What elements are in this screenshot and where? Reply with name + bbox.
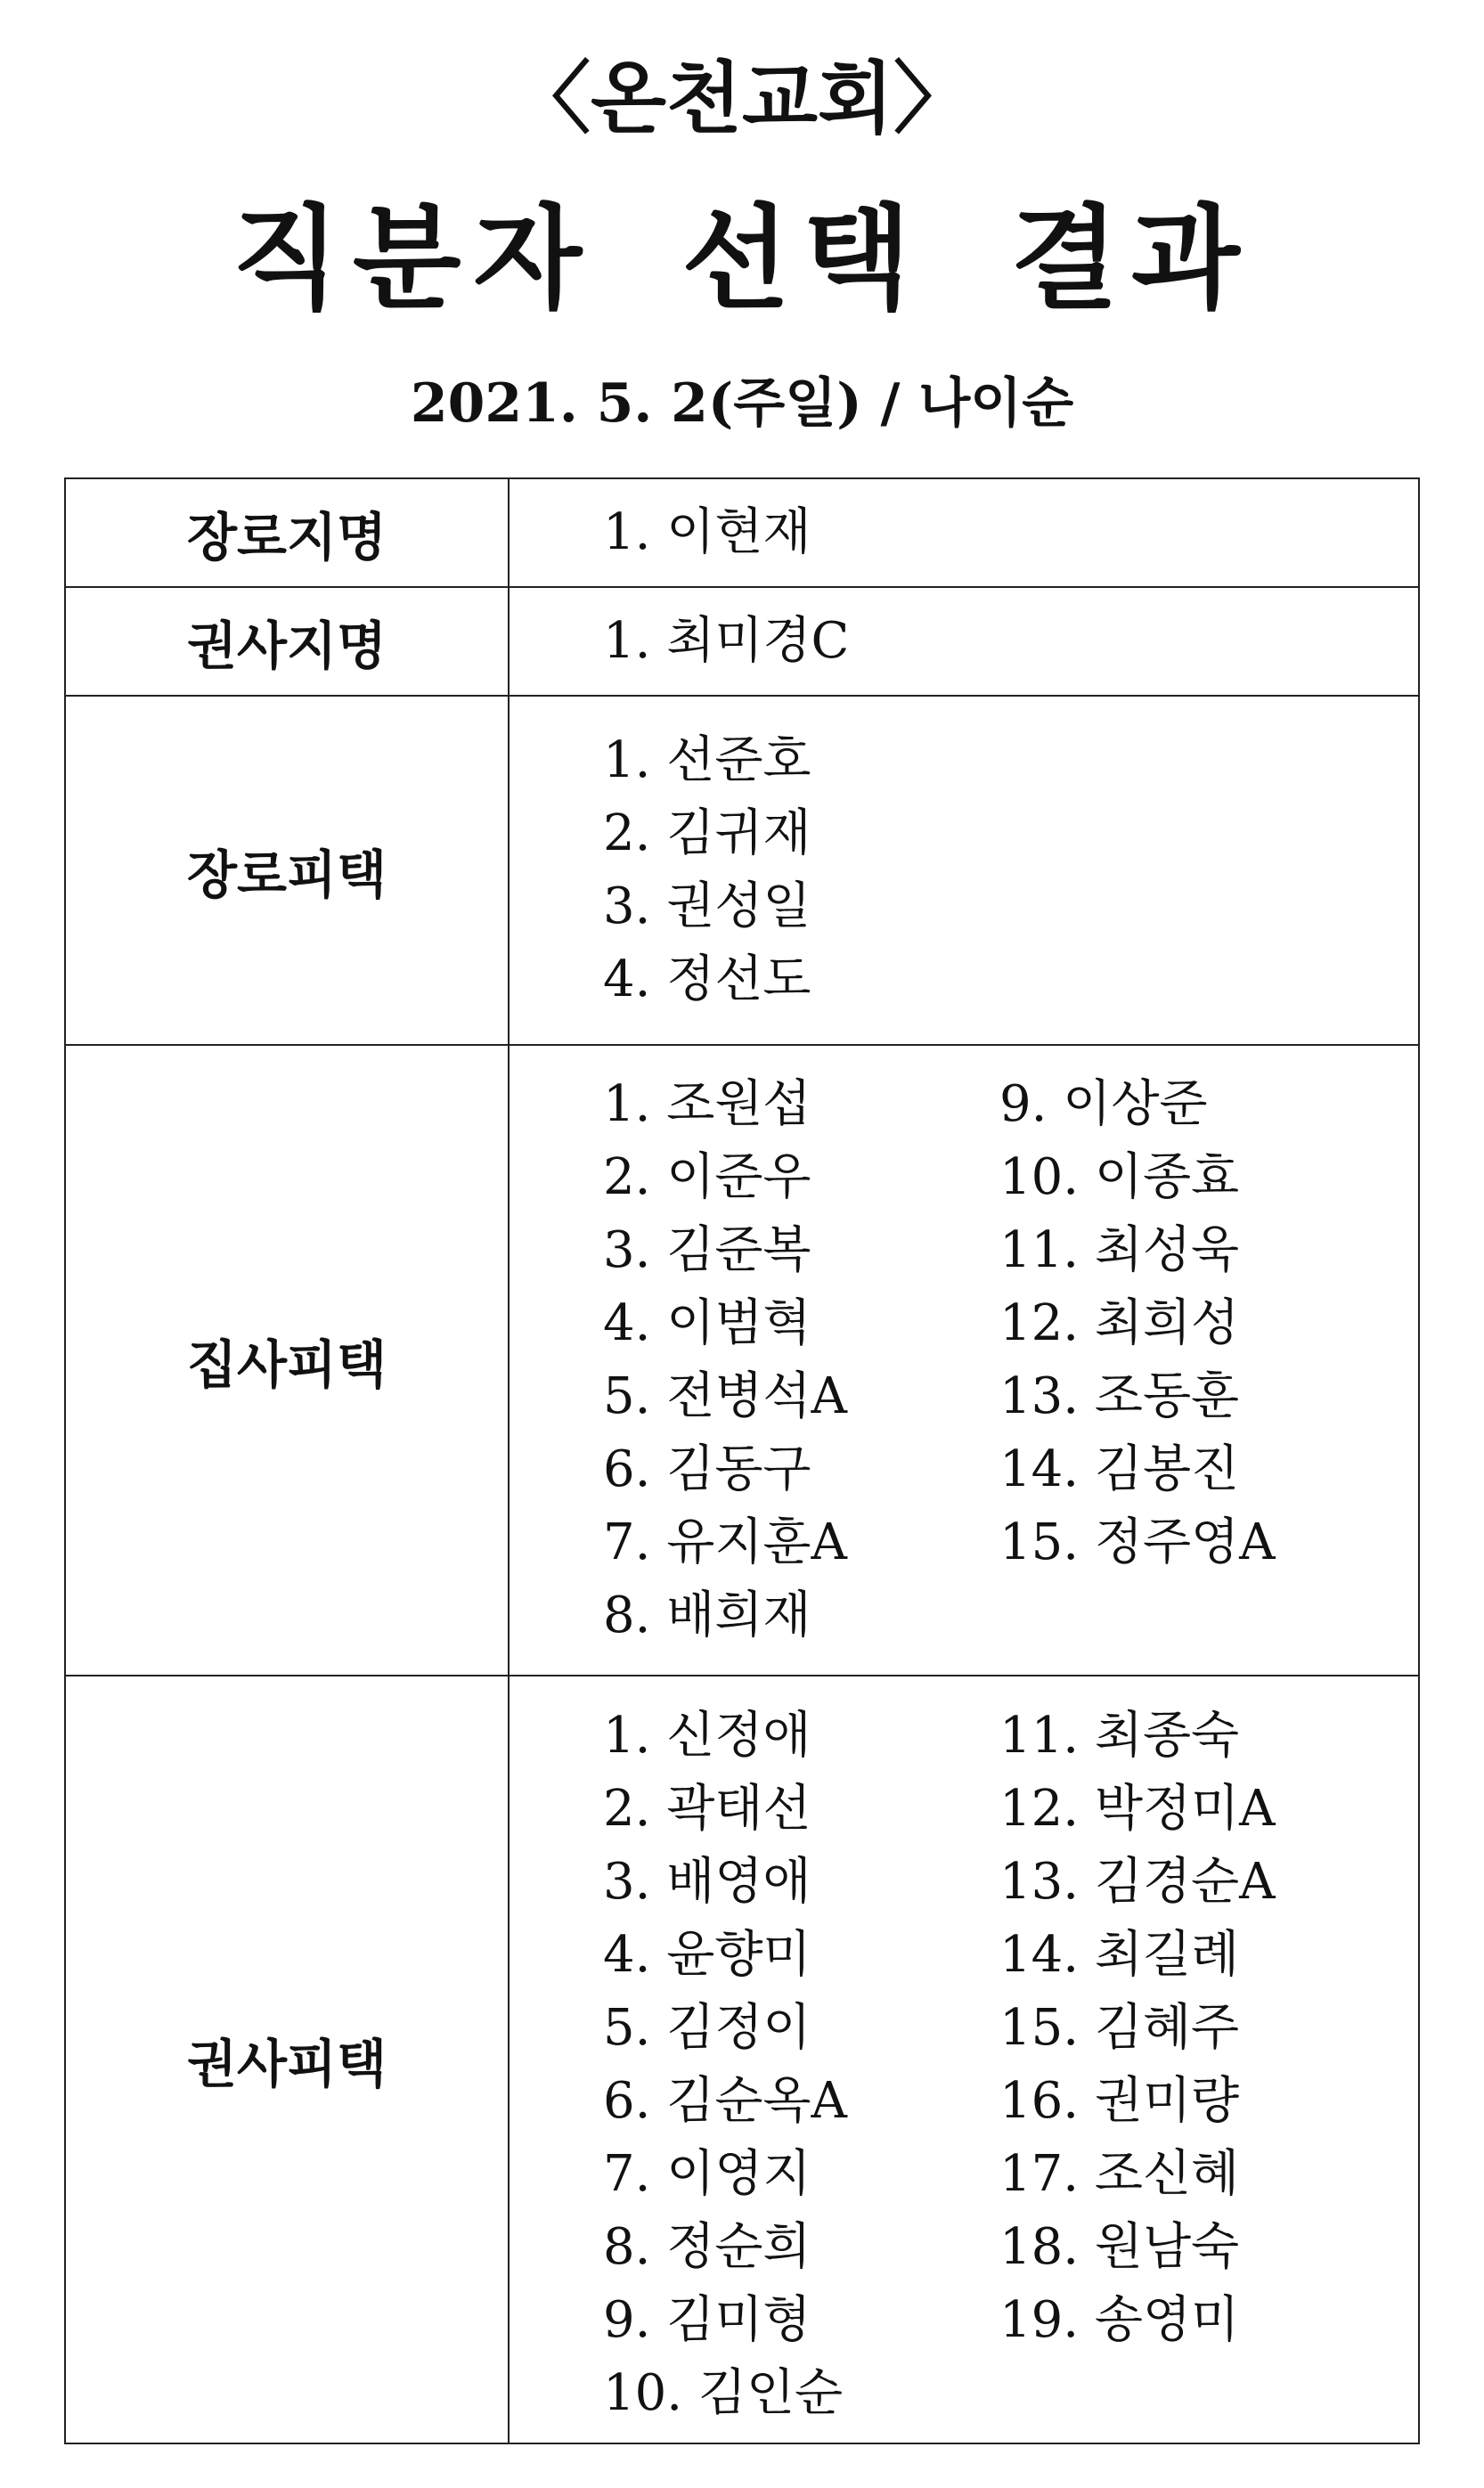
name-item: 2. 이준우 [603, 1148, 811, 1206]
name-item: 11. 최성욱 [999, 1221, 1240, 1279]
names-column-left [603, 1700, 999, 2430]
date-subtitle: 2021. 5. 2(주일) / 나이순 [410, 372, 1074, 435]
name-item: 3. 배영애 [603, 1853, 811, 1911]
names-columns [603, 496, 1418, 569]
names-cell [509, 1676, 1419, 2443]
name-item: 8. 정순희 [603, 2218, 811, 2276]
names-column-left [603, 496, 999, 569]
row-label: 권사피택 [65, 1676, 509, 2443]
names-column-left [603, 1068, 999, 1652]
name-item: 17. 조신혜 [999, 2145, 1240, 2203]
name-item: 1. 이현재 [603, 503, 811, 561]
names-column-right [999, 1700, 1276, 2430]
row-elder-appointment [65, 478, 1419, 587]
row-label: 장로피택 [65, 696, 509, 1045]
names-column-left [603, 605, 999, 678]
name-item: 13. 조동훈 [999, 1367, 1240, 1425]
name-item: 19. 송영미 [999, 2291, 1240, 2349]
name-item: 4. 정선도 [603, 950, 811, 1008]
name-item: 6. 김동구 [603, 1440, 811, 1498]
name-item: 14. 최길례 [999, 1926, 1240, 1984]
name-item: 18. 원남숙 [999, 2218, 1240, 2276]
name-item: 11. 최종숙 [999, 1707, 1240, 1765]
name-item: 8. 배희재 [603, 1587, 811, 1644]
name-item: 3. 권성일 [603, 877, 811, 935]
church-name: 〈온천교회〉 [511, 52, 973, 144]
name-item: 15. 정주영A [999, 1513, 1276, 1571]
name-item: 16. 권미량 [999, 2072, 1240, 2130]
name-item: 9. 이상준 [999, 1075, 1208, 1133]
name-item: 10. 김인순 [603, 2364, 844, 2422]
page-title: 직분자 선택 결과 [232, 192, 1252, 324]
row-label: 권사지명 [65, 587, 509, 696]
name-item: 1. 선준호 [603, 731, 811, 789]
name-item: 5. 김정이 [603, 1999, 811, 2057]
name-item: 9. 김미형 [603, 2291, 811, 2349]
names-cell [509, 696, 1419, 1045]
name-item: 7. 유지훈A [603, 1513, 847, 1571]
names-cell [509, 478, 1419, 587]
row-elder-elected [65, 696, 1419, 1045]
names-columns [603, 1689, 1418, 2430]
names-column-right [999, 1068, 1276, 1652]
name-item: 1. 최미경C [603, 612, 850, 670]
name-item: 2. 곽태선 [603, 1780, 811, 1838]
name-item: 13. 김경순A [999, 1853, 1276, 1911]
name-item: 2. 김귀재 [603, 804, 811, 862]
row-kwonsa-appointment [65, 587, 1419, 696]
name-item: 5. 전병석A [603, 1367, 847, 1425]
names-columns [603, 605, 1418, 678]
name-item: 3. 김준복 [603, 1221, 811, 1279]
row-kwonsa-elected [65, 1676, 1419, 2443]
results-table [64, 477, 1420, 2444]
names-cell [509, 1045, 1419, 1676]
names-cell [509, 587, 1419, 696]
name-item: 4. 윤향미 [603, 1926, 811, 1984]
name-item: 4. 이범혁 [603, 1294, 811, 1352]
names-column-left [603, 724, 999, 1016]
name-item: 12. 박정미A [999, 1780, 1276, 1838]
name-item: 15. 김혜주 [999, 1999, 1240, 2057]
name-item: 14. 김봉진 [999, 1440, 1240, 1498]
name-item: 1. 신정애 [603, 1707, 811, 1765]
name-item: 10. 이종효 [999, 1148, 1240, 1206]
name-item: 7. 이영지 [603, 2145, 811, 2203]
results-table-body [65, 478, 1419, 2443]
row-label: 집사피택 [65, 1045, 509, 1676]
names-columns [603, 724, 1418, 1016]
row-deacon-elected [65, 1045, 1419, 1676]
name-item: 12. 최희성 [999, 1294, 1240, 1352]
names-columns [603, 1068, 1418, 1652]
row-label: 장로지명 [65, 478, 509, 587]
name-item: 1. 조원섭 [603, 1075, 811, 1133]
name-item: 6. 김순옥A [603, 2072, 847, 2130]
